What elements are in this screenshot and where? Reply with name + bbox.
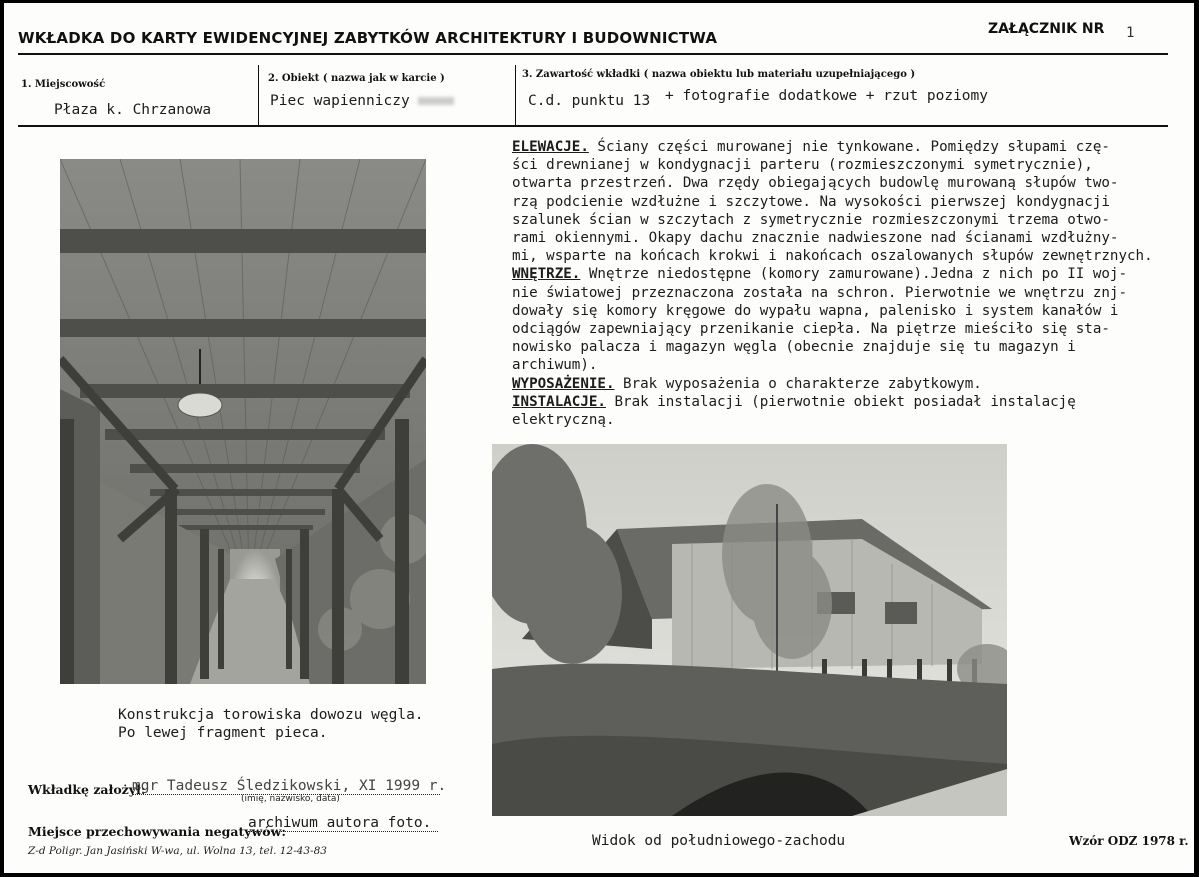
elevation-line: szalunek ścian w szczytach z symetrycznie rozmieszczonymi trzema otwo- bbox=[512, 211, 1110, 228]
photo-kiln-southwest bbox=[492, 444, 1007, 816]
redacted-text bbox=[418, 97, 454, 105]
printer-imprint: Z-d Poligr. Jan Jasiński W-wa, ul. Wolna 13, tel. 12-43-83 bbox=[28, 845, 327, 857]
caption-right: Widok od południowego-zachodu bbox=[592, 833, 846, 849]
interior-line: odciągów zapewniający przenikanie ciepła. Na piętrze mieściło się sta- bbox=[512, 321, 1110, 338]
content-label: 3. Zawartość wkładki ( nazwa obiektu lub materiału uzupełniającego ) bbox=[522, 69, 916, 80]
field-divider-2 bbox=[515, 65, 516, 127]
elevation-line: mi, wsparte na końcach krokwi i nakońcach oszalowanych słupów zewnętrznych. bbox=[512, 248, 1153, 265]
annex-number: 1 bbox=[1126, 25, 1135, 41]
field-row-rule bbox=[18, 125, 1168, 127]
author-hint: (imię, nazwisko, data) bbox=[241, 794, 340, 804]
coal-track-image bbox=[60, 159, 426, 684]
form-code: Wzór ODZ 1978 r. bbox=[1069, 834, 1189, 848]
description-block bbox=[512, 138, 1152, 429]
kiln-image bbox=[492, 444, 1007, 816]
content-value-main: C.d. punktu 13 bbox=[528, 93, 651, 109]
photo-coal-track bbox=[60, 159, 426, 684]
elevation-line: rzą podcienie wzdłużne i szczytowe. Na wysokości pierwszej kondygnacji bbox=[512, 193, 1110, 210]
storage-value: archiwum autora foto. bbox=[248, 815, 438, 832]
elevation-line: rami okiennymi. Okapy dachu znacznie nadwieszone nad ścianami wzdłużny- bbox=[512, 230, 1119, 247]
object-label: 2. Obiekt ( nazwa jak w karcie ) bbox=[268, 73, 445, 84]
installations-line: elektryczną. bbox=[512, 412, 615, 429]
elevation-line: ELEWACJE. Ściany części murowanej nie tynkowane. Pomiędzy słupami czę- bbox=[512, 139, 1110, 155]
interior-line: WNĘTRZE. Wnętrze niedostępne (komory zamurowane).Jedna z nich po II woj- bbox=[512, 266, 1128, 283]
caption-left-line1: Konstrukcja torowiska dowozu węgla. bbox=[118, 707, 424, 723]
author-label: Wkładkę założył: bbox=[28, 782, 146, 797]
installations-line: INSTALACJE. Brak instalacji (pierwotnie obiekt posiadał instalację bbox=[512, 393, 1076, 410]
elevation-heading: ELEWACJE. bbox=[512, 139, 589, 155]
interior-line: dowały się komory kręgowe do wypału wapna, palenisko i system kanałów i bbox=[512, 302, 1119, 319]
installations-heading: INSTALACJE. bbox=[512, 393, 606, 410]
annex-label: ZAŁĄCZNIK NR bbox=[988, 21, 1105, 37]
equipment-heading: WYPOSAŻENIE. bbox=[512, 375, 615, 392]
elevation-line: ści drewnianej w kondygnacji parteru (rozmieszczonymi symetrycznie), bbox=[512, 157, 1093, 174]
interior-line: nowisko palacza i magazyn węgla (obecnie znajduje się tu magazyn i bbox=[512, 339, 1076, 356]
elevation-line: otwarta przestrzeń. Dwa rzędy obiegających budowlę murowaną słupów two- bbox=[512, 175, 1119, 192]
object-value: Piec wapienniczy bbox=[270, 93, 454, 109]
equipment-line: WYPOSAŻENIE. Brak wyposażenia o charakterze zabytkowym. bbox=[512, 375, 982, 392]
field-divider-1 bbox=[258, 65, 259, 127]
interior-line: archiwum). bbox=[512, 357, 598, 374]
card-title: WKŁADKA DO KARTY EWIDENCYJNEJ ZABYTKÓW ARCHITEKTURY I BUDOWNICTWA bbox=[18, 29, 718, 47]
caption-left-line2: Po lewej fragment pieca. bbox=[118, 725, 328, 741]
header-rule bbox=[18, 53, 1168, 55]
location-value: Płaza k. Chrzanowa bbox=[54, 102, 212, 118]
interior-heading: WNĘTRZE. bbox=[512, 266, 581, 283]
location-label: 1. Miejscowość bbox=[21, 79, 106, 90]
record-card-page bbox=[4, 3, 1194, 873]
storage-label: Miejsce przechowywania negatywów: bbox=[28, 824, 286, 839]
content-value-extra: + fotografie dodatkowe + rzut poziomy bbox=[665, 88, 989, 104]
author-value: mgr Tadeusz Śledzikowski, XI 1999 r. bbox=[132, 778, 447, 794]
interior-line: nie światowej przeznaczona została na schron. Pierwotnie we wnętrzu znj- bbox=[512, 284, 1127, 301]
